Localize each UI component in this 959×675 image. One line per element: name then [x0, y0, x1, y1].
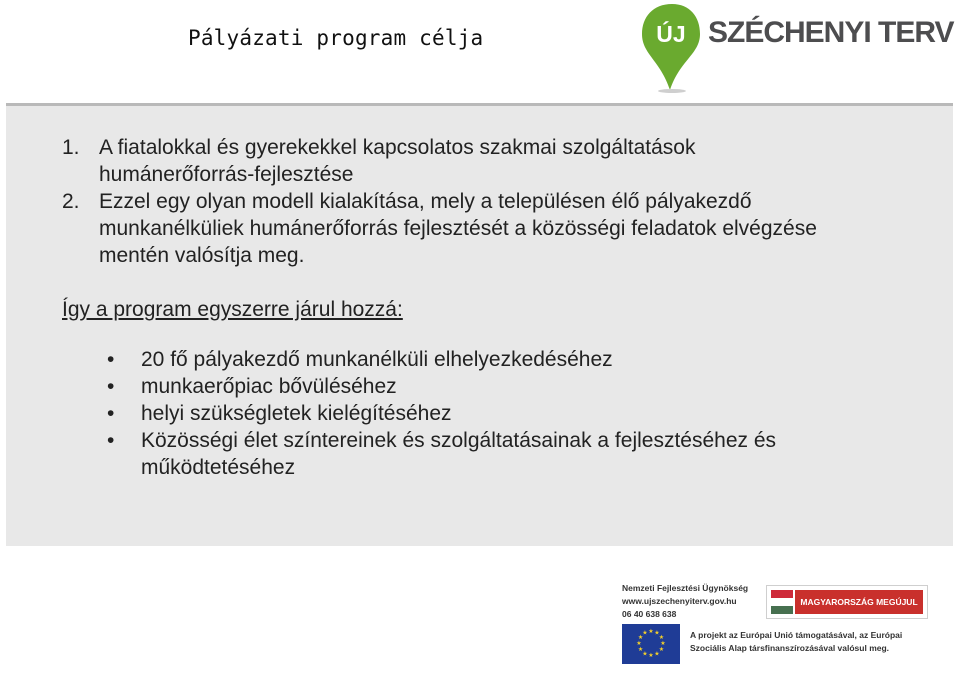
- contribution-list: [107, 346, 907, 481]
- bullet-icon: •: [107, 402, 115, 425]
- list-item-text: munkaerőpiac bővüléséhez: [141, 375, 397, 398]
- svg-text:★: ★: [660, 640, 666, 647]
- bullet-icon: •: [107, 348, 115, 371]
- agency-phone: 06 40 638 638: [622, 609, 677, 619]
- list-item: [107, 373, 907, 400]
- list-item: [107, 346, 907, 373]
- svg-text:★: ★: [636, 640, 642, 647]
- list-item-text: Közösségi élet színtereinek és szolgáltatásainak a fejlesztéséhez és: [141, 429, 777, 452]
- hungarian-flag-icon: [771, 590, 793, 614]
- agency-name: Nemzeti Fejlesztési Ügynökség: [622, 583, 749, 593]
- eu-funding-note: [690, 629, 902, 655]
- item-text-line: A fiatalokkal és gyerekekkel kapcsolatos szakmai szolgáltatások: [99, 136, 696, 159]
- item-text-line: mentén valósítja meg.: [99, 244, 305, 267]
- logo-pin-text: ÚJ: [656, 21, 686, 47]
- lead-sentence: Így a program egyszerre járul hozzá:: [62, 298, 403, 321]
- svg-text:★: ★: [654, 629, 660, 637]
- item-number: 1.: [62, 136, 80, 159]
- logo-text: SZÉCHENYI TERV: [708, 16, 954, 49]
- item-number: 2.: [62, 190, 80, 213]
- list-item: [107, 427, 907, 481]
- svg-text:★: ★: [654, 650, 660, 658]
- map-pin-icon: [642, 4, 700, 90]
- hungary-banner: [766, 585, 928, 619]
- eu-flag-icon: [622, 624, 680, 664]
- list-item-text-continued: működtetéséhez: [141, 456, 296, 479]
- svg-text:★: ★: [658, 634, 665, 641]
- item-text-line: munkanélküliek humánerőforrás fejlesztését a közösségi feladatok elvégzése: [99, 217, 817, 240]
- bullet-icon: •: [107, 375, 115, 398]
- list-item-text: 20 fő pályakezdő munkanélküli elhelyezkedéséhez: [141, 348, 613, 371]
- svg-text:★: ★: [648, 652, 654, 659]
- svg-text:★: ★: [658, 646, 665, 653]
- eu-note-line: A projekt az Európai Unió támogatásával, az Európai: [690, 630, 903, 640]
- list-item-text: helyi szükségletek kielégítéséhez: [141, 402, 452, 425]
- svg-text:★: ★: [648, 628, 654, 635]
- bullet-icon: •: [107, 429, 115, 452]
- list-item: [107, 400, 907, 427]
- svg-text:★: ★: [642, 629, 648, 637]
- svg-text:★: ★: [642, 650, 648, 658]
- item-text-line: humánerőforrás-fejlesztése: [99, 163, 354, 186]
- slide-title: Pályázati program célja: [188, 26, 484, 50]
- agency-url[interactable]: www.ujszechenyiterv.gov.hu: [622, 596, 737, 606]
- banner-text: MAGYARORSZÁG MEGÚJUL: [795, 590, 923, 614]
- eu-note-line: Szociális Alap társfinanszírozásával valósul meg.: [690, 643, 890, 653]
- svg-text:★: ★: [637, 646, 644, 653]
- item-text-line: Ezzel egy olyan modell kialakítása, mely a településen élő pályakezdő: [99, 190, 752, 213]
- agency-info: [622, 582, 748, 621]
- svg-text:★: ★: [637, 634, 644, 641]
